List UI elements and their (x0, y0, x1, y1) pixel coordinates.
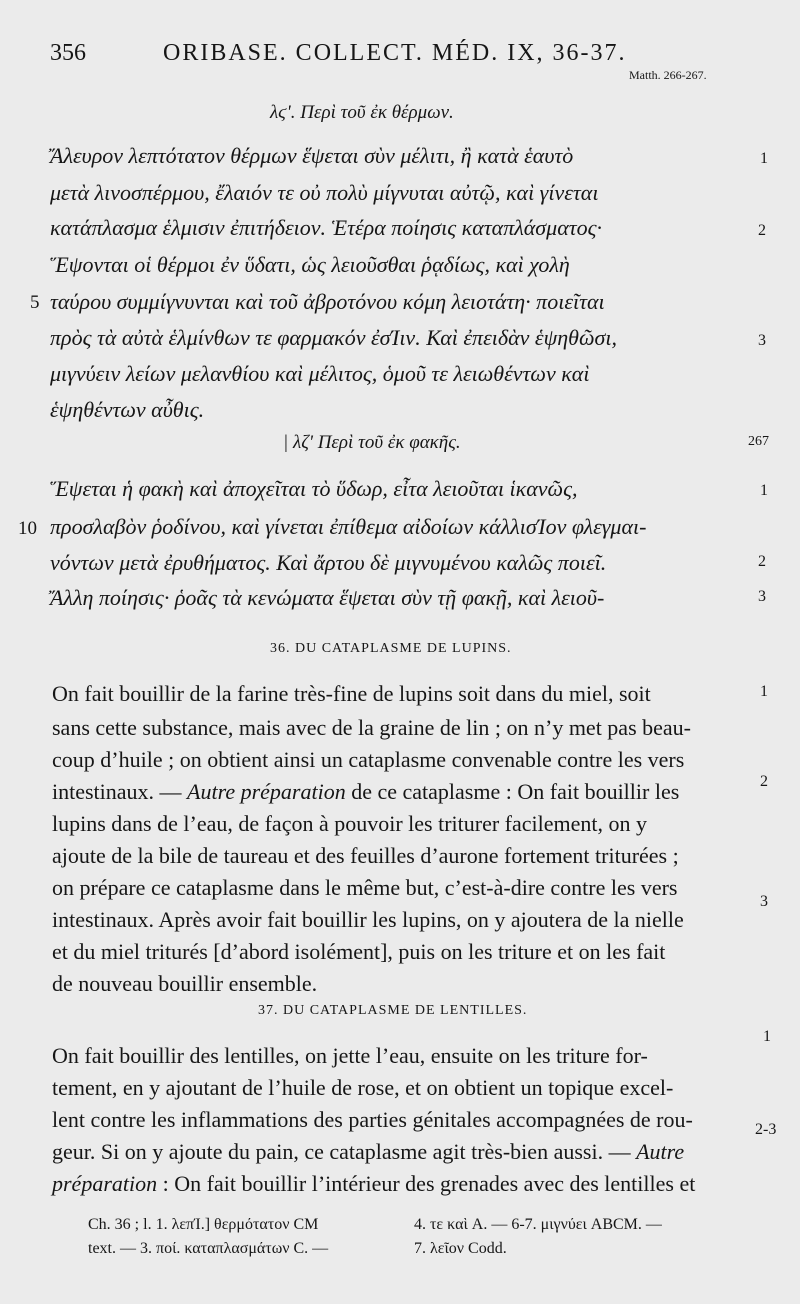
french-line: coup d’huile ; on obtient ainsi un cataplasme convenable contre les vers (52, 747, 685, 772)
margin-number: 1 (760, 150, 768, 167)
french-heading-37: 37. DU CATAPLASME DE LENTILLES. (258, 1003, 528, 1018)
running-title: ORIBASE. COLLECT. MÉD. IX, 36-37. (163, 40, 627, 66)
french-line (52, 1139, 684, 1165)
french-line: ajoute de la bile de taureau et des feuilles d’aurone fortement triturées ; (52, 843, 679, 868)
margin-number: 1 (760, 482, 768, 499)
footnote-text: Ch. 36 ; l. 1. λεπΊ.] θερμότατον CM (88, 1216, 319, 1233)
footnote-text: text. — 3. ποί. καταπλασμάτων C. — (88, 1240, 329, 1257)
margin-number: 2 (758, 222, 766, 239)
french-italic-text: Autre (636, 1139, 685, 1164)
margin-number: 3 (758, 588, 766, 605)
french-line: on prépare ce cataplasme dans le même but, c’est-à-dire contre les vers (52, 875, 678, 900)
french-line: et du miel triturés [d’abord isolément], puis on les triture et on les fait (52, 939, 666, 964)
french-line: tement, en y ajoutant de l’huile de rose, et on obtient un topique excel- (52, 1075, 674, 1100)
margin-number: 3 (760, 893, 768, 910)
greek-line: Ἕψονται οἱ θέρμοι ἐν ὕδατι, ὡς λειοῦσθαι ῥᾳδίως, καὶ χολὴ (50, 252, 570, 277)
greek-line: Ἄλευρον λεπτότατον θέρμων ἕψεται σὺν μέλιτι, ἢ κατὰ ἑαυτὸ (50, 143, 574, 168)
french-line: lent contre les inflammations des parties génitales accompagnées de rou- (52, 1107, 693, 1132)
line-marker: 5 (30, 292, 40, 313)
greek-line: ταύρου συμμίγνυνται καὶ τοῦ ἀβροτόνου κόμη λειοτάτη· ποιεῖται (50, 289, 605, 314)
french-italic-text: Autre préparation (187, 779, 346, 804)
line-marker: 10 (18, 518, 37, 539)
greek-line: ἑψηθέντων αὖθις. (50, 397, 205, 422)
french-line (52, 779, 679, 805)
french-line: intestinaux. Après avoir fait bouillir les lupins, on y ajoutera de la nielle (52, 907, 684, 932)
greek-heading-36: λϛ'. Περὶ τοῦ ἐκ θέρμων. (270, 102, 454, 123)
margin-number: 2 (758, 553, 766, 570)
greek-line: Ἕψεται ἡ φακὴ καὶ ἀποχεῖται τὸ ὕδωρ, εἶτα λειοῦται ἱκανῶς, (50, 476, 578, 501)
french-line: On fait bouillir de la farine très-fine de lupins soit dans du miel, soit (52, 681, 651, 706)
greek-line: μετὰ λινοσπέρμου, ἔλαιόν τε οὐ πολὺ μίγνυται αὐτῷ, καὶ γίνεται (50, 180, 599, 205)
margin-number: 2-3 (755, 1121, 777, 1138)
greek-line: πρὸς τὰ αὐτὰ ἑλμίνθων τε φαρμακόν ἐσΊιν. Καὶ ἐπειδὰν ἑψηθῶσι, (50, 325, 617, 350)
footnote-text: 4. τε καὶ A. — 6-7. μιγνύει ABCM. — (414, 1216, 662, 1233)
greek-line: προσλαβὸν ῥοδίνου, καὶ γίνεται ἐπίθεμα αἰδοίων κάλλισΊον φλεγμαι- (50, 514, 647, 539)
french-line: lupins dans de l’eau, de façon à pouvoir les triturer facilement, on y (52, 811, 648, 836)
greek-line: μιγνύειν λείων μελανθίου καὶ μέλιτος, ὁμοῦ τε λειωθέντων καὶ (50, 361, 590, 386)
french-line: de nouveau bouillir ensemble. (52, 971, 318, 996)
margin-number: 3 (758, 332, 766, 349)
margin-number: 2 (760, 773, 768, 790)
greek-line: Ἄλλη ποίησις· ῥοᾶς τὰ κενώματα ἕψεται σὺν τῇ φακῇ, καὶ λειοῦ- (50, 585, 605, 610)
page-number: 356 (50, 40, 86, 66)
french-text: intestinaux. — (52, 779, 188, 804)
french-text: de ce cataplasme : On fait bouillir les (345, 779, 680, 804)
matthaei-reference: Matth. 266-267. (629, 68, 707, 82)
greek-line: κατάπλασμα ἑλμισιν ἐπιτήδειον. Ἑτέρα ποίησις καταπλάσματος· (50, 215, 603, 240)
french-text: geur. Si on y ajoute du pain, ce cataplasme agit très-bien aussi. — (52, 1139, 637, 1164)
french-line (52, 1171, 695, 1197)
greek-line: νόντων μετὰ ἐρυθήματος. Καὶ ἄρτου δὲ μιγνυμένου καλῶς ποιεῖ. (50, 550, 607, 575)
margin-number: 1 (760, 683, 768, 700)
french-italic-text: préparation (52, 1171, 158, 1196)
french-heading-36: 36. DU CATAPLASME DE LUPINS. (270, 641, 512, 656)
french-line: sans cette substance, mais avec de la graine de lin ; on n’y met pas beau- (52, 715, 691, 740)
margin-number: 1 (763, 1028, 771, 1045)
french-line: On fait bouillir des lentilles, on jette l’eau, ensuite on les triture for- (52, 1043, 648, 1068)
footnote-text: 7. λεῖον Codd. (414, 1240, 507, 1257)
margin-page-ref: 267 (748, 434, 769, 449)
greek-heading-37: | λζ' Περὶ τοῦ ἐκ φακῆς. (283, 432, 461, 453)
french-text: : On fait bouillir l’intérieur des grenades avec des lentilles et (157, 1171, 696, 1196)
